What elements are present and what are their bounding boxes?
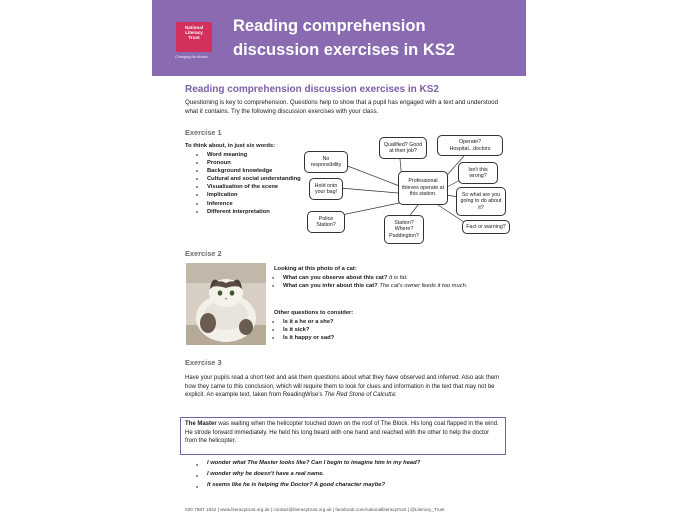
page-heading: Reading comprehension discussion exercises in KS2 [185, 84, 439, 95]
exercise-1-list [194, 151, 304, 216]
list-item: ■ Implication [194, 191, 304, 199]
list-item: ■ Visualisation of the scene [194, 183, 304, 191]
list-item: ■ Background knowledge [194, 167, 304, 175]
footer-contact: 020 7587 1842 | www.literacytrust.org.uk | contact@literacytrust.org.uk | facebook.com/nationalliteracytrust | @Literacy_Trust [185, 507, 445, 512]
mind-map-node: Police Station? [307, 211, 345, 233]
intro-paragraph: Questioning is key to comprehension. Questions help to show that a pupil has engaged with a text and understood what it contains. Try the following discussion exercises with your class. [185, 99, 499, 116]
exercise-2-other-list [270, 318, 420, 342]
exercise-3-list [194, 458, 494, 491]
list-item: ■ Is it happy or sad? [270, 334, 420, 342]
mind-map-node: So what are you going to do about it? [456, 187, 506, 216]
connector-line [340, 188, 398, 193]
national-literacy-trust-logo: National Literacy Trust [176, 22, 212, 52]
mind-map-node: Isn't this wrong? [458, 162, 498, 184]
list-item: ■ Different interpretation [194, 208, 304, 216]
list-item: ■ Pronoun [194, 159, 304, 167]
mind-map-node: Operate? Hospital...doctors [437, 135, 503, 156]
mind-map [302, 135, 512, 247]
exercise-2-other-lead: Other questions to consider: [274, 310, 354, 316]
exercise-3-heading: Exercise 3 [185, 358, 222, 367]
connector-line [345, 165, 402, 187]
mind-map-node: Fact or warning? [462, 220, 510, 234]
exercise-1-heading: Exercise 1 [185, 128, 222, 137]
banner-title: Reading comprehension discussion exercises in KS2 [233, 17, 455, 59]
list-item: ■ I wonder why he doesn't have a real name. [194, 469, 494, 480]
list-item: ■ Is it sick? [270, 326, 420, 334]
document-page [152, 0, 526, 526]
list-item: ■ Cultural and social understanding [194, 175, 304, 183]
mind-map-node: Station? Where? Paddington? [384, 215, 424, 244]
example-text-box: The Master was waiting when the helicopter touched down on the roof of The Block. His long coat flapped in the wind. He strode forward immediately. He held his long beard with one hand and reached with the other to help the doctor from the helicopter. [180, 417, 506, 455]
list-item: ■ Is it a he or a she? [270, 318, 420, 326]
exercise-3-paragraph: Have your pupils read a short text and ask them questions about what they have observed and inferred. Also ask them how they came to this conclusion, which will require them to look for clues and information in the text that may not be explicit. An example text, taken from ReadingWise's The Red Stone of Calcutta: [185, 375, 500, 399]
mind-map-node: Qualified? Good at their job? [379, 137, 427, 159]
list-item: ■ What can you infer about this cat? The cat's owner feeds it too much. [270, 282, 500, 290]
cat-illustration [186, 263, 266, 345]
list-item: ■ Word meaning [194, 151, 304, 159]
exercise-2-heading: Exercise 2 [185, 249, 222, 258]
list-item: ■ Inference [194, 200, 304, 208]
list-item: ■ It seems like he is helping the Doctor? A good character maybe? [194, 480, 494, 491]
mind-map-node: No responsibility [304, 151, 348, 173]
list-item: ■ I wonder what The Master looks like? Can I begin to imagine him in my head? [194, 458, 494, 469]
list-item: ■ What can you observe about this cat? It is fat. [270, 274, 500, 282]
mind-map-center-node: Professional thieves operate at this station. [398, 171, 448, 205]
exercise-2-questions [270, 274, 500, 290]
cat-photo [186, 263, 266, 345]
mind-map-node: Hold onto your bag! [309, 178, 343, 200]
exercise-2-lead: Looking at this photo of a cat: [274, 266, 357, 272]
exercise-1-lead: To think about, in just six words: [185, 143, 276, 149]
logo-tagline: Changing life stories [175, 55, 208, 59]
header-banner [152, 0, 526, 76]
